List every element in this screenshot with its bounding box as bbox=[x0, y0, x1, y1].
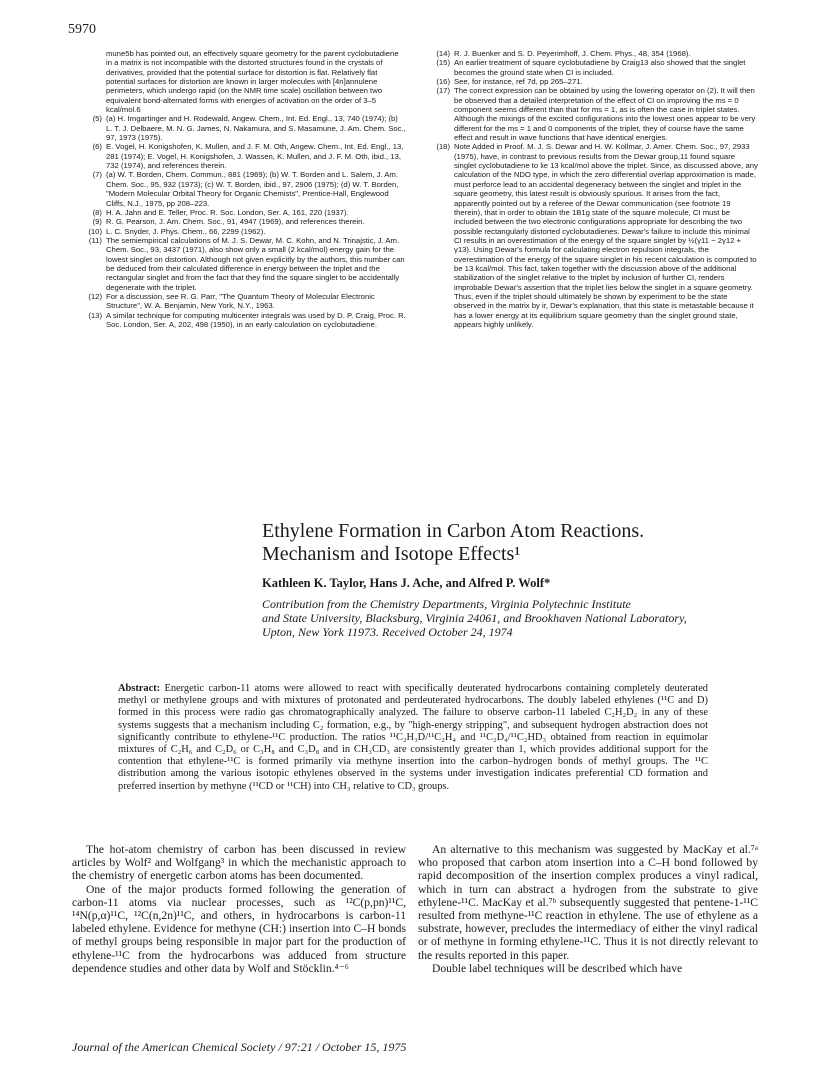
abstract-text: Energetic carbon-11 atoms were allowed to react with specifically deuterated hydrocarbons containing completely deuterated methyl or methylene groups and with mixtures of protonated and perdeuterated hydrocarbons. The doubly labeled ethylenes (¹¹C and D) formed in this process were radio gas chromatographically analyzed. The failure to observe carbon-11 labeled C₂H₂D₂ in any of these systems suggests that a mechanism including C₂ formation, e.g., by "high-energy stripping", and subsequent hydrogen abstraction does not significantly contribute to ethylene-¹¹C production. The ratios ¹¹C₂H₃D/¹¹C₂H₄ and ¹¹C₂D₄/¹¹C₂HD₃ obtained from reaction in equimolar mixtures of C₂H₆ and C₂D₆ or C₃H₈ and C₃D₈ and in CH₃CD₃ are consistently greater than 1, which provides additional support for the contention that ethylene-¹¹C is formed primarily via methyne insertion into the carbon–hydrogen bonds of methyl groups. The ¹¹C distribution among the various isotopic ethylenes observed in the systems under investigation indicates preferential CD formation and preferred insertion by methyne (¹¹CD or ¹¹CH) into CH₃ relative to CD₃ groups. bbox=[118, 683, 708, 792]
affiliation-line2: and State University, Blacksburg, Virginia 24061, and Brookhaven National Laboratory, bbox=[262, 611, 687, 625]
reference-number: (14) bbox=[436, 49, 450, 58]
reference-item bbox=[72, 208, 406, 217]
references-right-column bbox=[420, 49, 758, 329]
references-left-list bbox=[72, 49, 406, 329]
reference-item bbox=[72, 292, 406, 311]
reference-item bbox=[72, 170, 406, 207]
reference-text: The semiempirical calculations of M. J. S. Dewar, M. C. Kohn, and N. Trinajstic, J. Am. Chem. Soc., 93, 3437 (1971), also show only a small (2 kcal/mol) energy gain for the lowest singlet on distortion. Although not given explicitly by the authors, this number can be deduced from their calculated difference in energy between the triplet and the rectangular singlet and from the fact that they find the square singlet to be accidentally degenerate with the triplet. bbox=[106, 235, 405, 292]
article-title-line1: Ethylene Formation in Carbon Atom Reactions. bbox=[262, 520, 645, 542]
reference-number: (8) bbox=[92, 207, 102, 217]
reference-item bbox=[72, 142, 406, 170]
reference-text: R. J. Buenker and S. D. Peyerimhoff, J. Chem. Phys., 48, 354 (1968). bbox=[454, 49, 691, 58]
article-authors: Kathleen K. Taylor, Hans J. Ache, and Alfred P. Wolf* bbox=[262, 576, 551, 590]
reference-text: A similar technique for computing multicenter integrals was used by D. P. Craig, Proc. R. Soc. London, Ser. A, 202, 498 (1950), in an early calculation on cyclobutadiene. bbox=[106, 310, 406, 329]
reference-item bbox=[420, 58, 758, 77]
body-paragraph: One of the major products formed following the generation of carbon-11 atoms via nuclear processes, such as ¹²C(p,pn)¹¹C, ¹⁴N(p,α)¹¹C, ¹²C(n,2n)¹¹C, and others, in hydrocarbons is carbon-11 labeled ethylene. Evidence for methyne (CH:) insertion into C–H bonds of methyl groups being responsible in major part for the production of ethylene-¹¹C from the hydrocarbons was adduced from structure dependence studies and other data by Wolf and Stöcklin.⁴⁻⁶ bbox=[72, 882, 406, 975]
reference-text: (a) H. Irngartinger and H. Rodewald, Angew. Chem., Int. Ed. Engl., 13, 740 (1974); (b) L. T. J. Delbaere, M. N. G. James, N. Nakamura, and S. Masamune, J. Am. Chem. Soc., 97, 1973 (1975). bbox=[106, 114, 406, 143]
reference-text: Note Added in Proof. M. J. S. Dewar and H. W. Kollmar, J. Amer. Chem. Soc., 97, 2933 (1975), have, in contrast to previous results from the Dewar group,11 found square singlet cyclobutadiene to lie 13 kcal/mol above the triplet. Since, as discussed above, any calculation of the NDO type, in which the zero differential overlap approximation is made, must perforce lead to an accidental degeneracy between the singlet and triplet in the square geometry, this latest result is obviously spurious. It arises from the fact, apparently pointed out by a referee of the Dewar communication (see footnote 19 therein), that in order to obtain the 1B1g state of the square molecule, CI must be included between the two electronic configurations appropriate for describing the two possible rectangularly distorted cyclobutadienes. Dewar's failure to include this minimal CI results in an overestimation of the energy of the square singlet by ½(γ11 − 2γ12 + γ13). Using Dewar's formula for calculating electron repulsion integrals, the overestimation of the energy of the square singlet in his recent calculation is computed to be 13 kcal/mol. This fact, taken together with the discussion above of the additional stabilization of the singlet relative to the triplet by inclusion of further CI, renders improbable Dewar's assertion that the triplet lies below the singlet in a square geometry. Thus, even if the triplet should ultimately be shown by experiment to be the state observed in the matrix by ir, Dewar's explanation, that this state is metastable because it has a lower energy at its equilibrium square geometry than the singlet ground state, appears highly unlikely. bbox=[454, 142, 758, 329]
journal-footer: Journal of the American Chemical Society / 97:21 / October 15, 1975 bbox=[72, 1040, 407, 1054]
reference-item bbox=[72, 227, 406, 236]
page-number: 5970 bbox=[68, 22, 96, 37]
reference-number: (13) bbox=[88, 310, 102, 320]
reference-number: (10) bbox=[88, 226, 102, 236]
reference-text: For a discussion, see R. G. Parr, "The Quantum Theory of Molecular Electronic Structure", W. A. Benjamin, New York, N.Y., 1963. bbox=[106, 291, 375, 311]
reference-item bbox=[420, 142, 758, 329]
reference-number: (7) bbox=[92, 170, 102, 180]
reference-text: L. C. Snyder, J. Phys. Chem., 66, 2299 (1962). bbox=[106, 226, 266, 236]
reference-item bbox=[420, 49, 758, 58]
reference-item bbox=[420, 77, 758, 86]
reference-item bbox=[72, 114, 406, 142]
body-right-column bbox=[418, 843, 758, 975]
reference-number: (16) bbox=[436, 77, 450, 87]
reference-number: (5) bbox=[92, 114, 102, 124]
reference-number: (12) bbox=[88, 291, 102, 301]
reference-number: (17) bbox=[436, 86, 450, 96]
abstract-label: Abstract: bbox=[118, 683, 161, 694]
reference-number: (9) bbox=[92, 217, 102, 227]
reference-number: (15) bbox=[436, 58, 450, 68]
references-left-column bbox=[72, 49, 406, 329]
reference-number: (18) bbox=[436, 142, 450, 152]
reference-item bbox=[72, 236, 406, 292]
reference-text: E. Vogel, H. Konigshofen, K. Mullen, and J. F. M. Oth, Angew. Chem., Int. Ed. Engl., 13, 281 (1974); E. Vogel, H. Konigshofen, J. Wassen, K. Mullen, and J. F. M. Oth, ibid., 13, 732 (1974), and references therein. bbox=[106, 142, 404, 171]
abstract bbox=[118, 683, 708, 793]
body-paragraph: An alternative to this mechanism was suggested by MacKay et al.⁷ᵃ who proposed that carbon atom insertion into a C–H bond followed by rapid decomposition of the insertion complex produces a vinyl radical, which in turn can abstract a hydrogen from the substrate to give ethylene-¹¹C. MacKay et al.⁷ᵇ subsequently suggested that pentene-1-¹¹C resulted from methyne-¹¹C reaction in ethylene. The use of ethylene as a substrate, however, precludes the intermediacy of either the vinyl radical or of methyne in forming ethylene-¹¹C. Thus it is not directly relevant to the results reported in this paper. bbox=[418, 843, 758, 962]
reference-item bbox=[72, 311, 406, 330]
reference-text: R. G. Pearson, J. Am. Chem. Soc., 91, 4947 (1969), and references therein. bbox=[106, 217, 365, 227]
reference-text: An earlier treatment of square cyclobutadiene by Craig13 also showed that the singlet becomes the ground state when CI is included. bbox=[454, 58, 746, 77]
reference-item bbox=[72, 217, 406, 226]
body-paragraph: The hot-atom chemistry of carbon has been discussed in review articles by Wolf² and Wolfgang³ in which the mechanistic approach to the chemistry of energetic carbon atoms has been documented. bbox=[72, 843, 406, 883]
references-right-list bbox=[420, 49, 758, 329]
reference-item bbox=[72, 49, 406, 114]
reference-item bbox=[420, 86, 758, 142]
affiliation-line1: Contribution from the Chemistry Departments, Virginia Polytechnic Institute bbox=[262, 597, 631, 611]
reference-number: (6) bbox=[92, 142, 102, 152]
affiliation-line3: Upton, New York 11973. Received October 24, 1974 bbox=[262, 625, 513, 639]
article-title bbox=[262, 520, 782, 566]
reference-number: (11) bbox=[88, 235, 102, 245]
reference-text: mune5b has pointed out, an effectively square geometry for the parent cyclobutadiene in a matrix is not incompatible with the distorted structures found in the crystals of derivatives, provided that the potential surface for distortion is flat. Relatively flat potential surfaces for distortion are known in larger molecules with [4n]annulene perimeters, which undergo rapid (on the NMR time scale) oscillation between two equivalent bond-alternated forms with energies of activation on the order of 3–5 kcal/mol.6 bbox=[106, 49, 399, 115]
reference-text: See, for instance, ref 7d, pp 265–271. bbox=[454, 77, 583, 87]
reference-text: The correct expression can be obtained by using the lowering operator on (2). It will then be observed that a detailed interpretation of the effect of CI on improving the ms = 0 component seems different than that for ms = 1, as is often the case in triplet states. Although the mixings of the excited configurations into the lowest ones appear to be very different for the ms = 1 and 0 components of the triplet, they of course have the same effect and result in wave functions that have identical energies. bbox=[454, 86, 756, 143]
article-title-line2: Mechanism and Isotope Effects¹ bbox=[262, 543, 521, 565]
reference-text: H. A. Jahn and E. Teller, Proc. R. Soc. London, Ser. A, 161, 220 (1937). bbox=[106, 207, 349, 217]
body-left-column bbox=[72, 843, 406, 975]
reference-text: (a) W. T. Borden, Chem. Commun., 881 (1969); (b) W. T. Borden and L. Salem, J. Am. Chem. Soc., 95, 932 (1973); (c) W. T. Borden, ibid., 97, 2906 (1975); (d) W. T. Borden, "Modern Molecular Orbital Theory for Organic Chemists", Prentice-Hall, Englewood Cliffs, N.J., 1975, pp 208–223. bbox=[106, 170, 399, 208]
article-affiliation bbox=[262, 597, 742, 639]
body-paragraph: Double label techniques will be described which have bbox=[432, 961, 683, 975]
